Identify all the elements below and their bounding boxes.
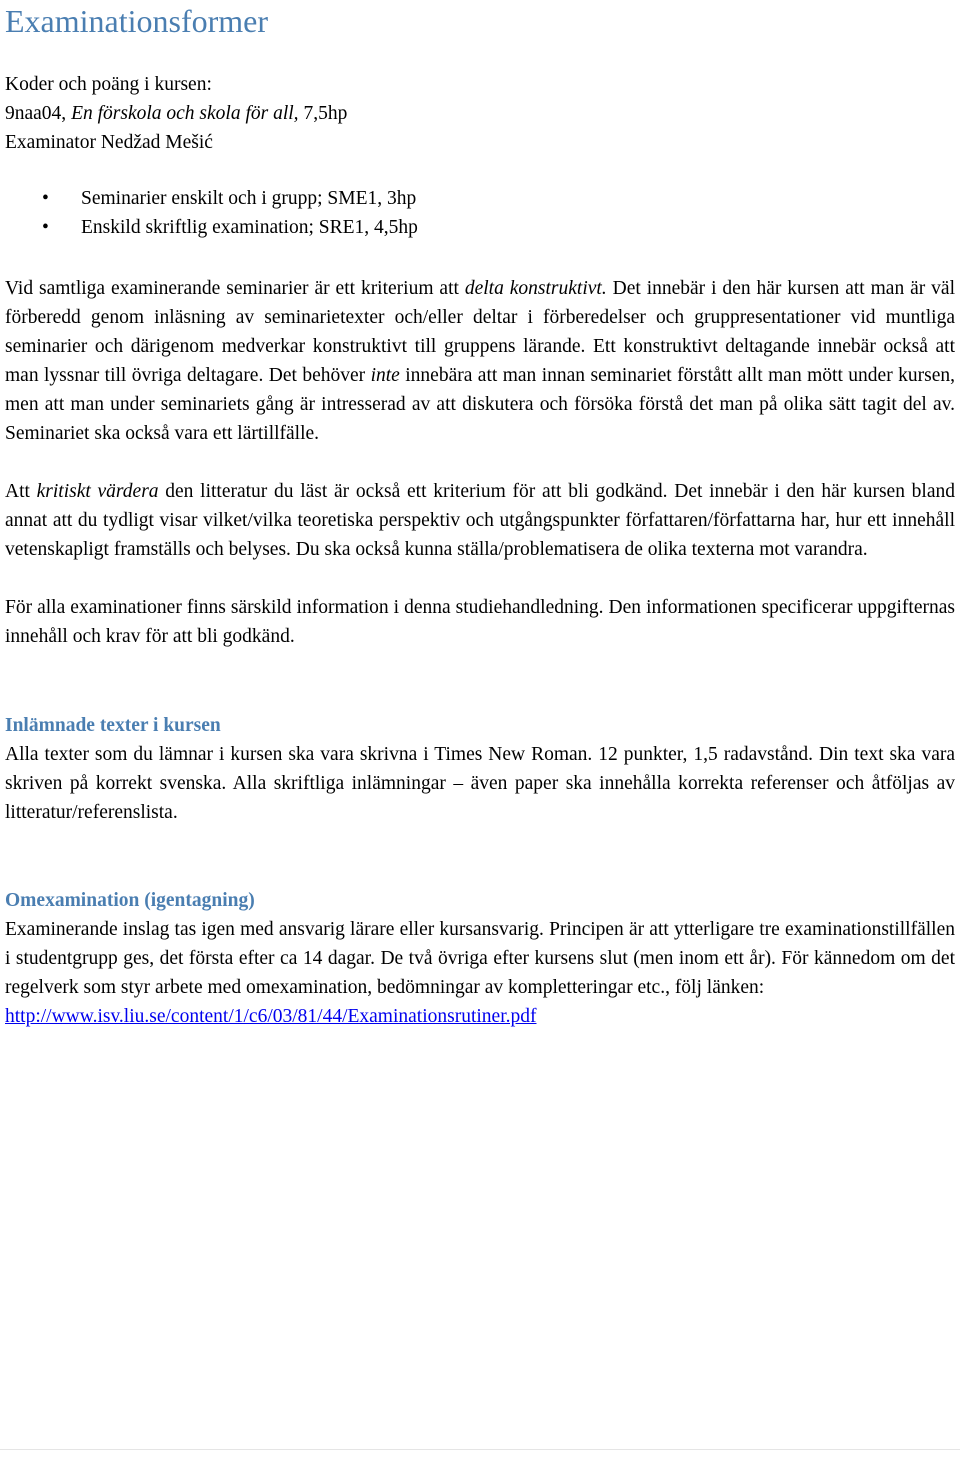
paragraph-text: den litteratur du läst är också ett kriterium för att bli godkänd. Det innebär i den här kursen bland annat att du tydligt visar vilket/vilka teoretiska perspektiv och utgångspunkter författaren/författarna har, hur ett innehåll vetenskapligt framställs och belyses. Du ska också kunna ställa/problematisera de olika texterna mot varandra.: [5, 481, 955, 560]
emphasis-text: kritiskt värdera: [36, 481, 159, 502]
emphasis-text: inte: [370, 365, 400, 386]
paragraph-text: Att: [5, 481, 37, 502]
examination-rules-link[interactable]: http://www.isv.liu.se/content/1/c6/03/81/44/Examinationsrutiner.pdf: [5, 1006, 537, 1027]
course-code-line: [5, 99, 955, 128]
examination-info-paragraph: För alla examinationer finns särskild information i denna studiehandledning. Den informationen specificerar uppgifternas innehåll och krav för att bli godkänd.: [5, 597, 955, 647]
texts-paragraph: Alla texter som du lämnar i kursen ska vara skrivna i Times New Roman. 12 punkter, 1,5 radavstånd. Din text ska vara skriven på korrekt svenska. Alla skriftliga inlämningar – även paper ska innehålla korrekta referenser och åtföljas av litteratur/referenslista.: [5, 744, 955, 823]
course-name: En förskola och skola för all,: [71, 103, 299, 124]
list-item: [5, 213, 955, 242]
emphasis-text: delta konstruktivt.: [464, 278, 607, 299]
page-divider: [0, 1449, 960, 1450]
section-heading-texts: Inlämnade texter i kursen: [5, 715, 221, 736]
examiner: Examinator Nedžad Mešić: [5, 132, 213, 153]
module-label: Enskild skriftlig examination; SRE1, 4,5hp: [81, 217, 418, 238]
course-info-heading: Koder och poäng i kursen:: [5, 74, 212, 95]
page-title: Examinationsformer: [5, 3, 269, 39]
list-item: [5, 184, 955, 213]
paragraph-text: Vid samtliga examinerande seminarier är ett kriterium att: [5, 278, 465, 299]
course-info: [5, 70, 955, 157]
document-body: [5, 0, 955, 1031]
bullet-icon: •: [42, 217, 49, 238]
paragraph-text: Examinerande inslag tas igen med ansvarig lärare eller kursansvarig. Principen är att ytterligare tre examinationstillfällen i studentgrupp ges, det första efter ca 14 dagar. De två övriga efter kursens slut (men inom ett år). För kännedom om det regelverk som styr arbete med omexamination, bedömningar av kompletteringar etc., följ länken:: [5, 919, 955, 998]
module-list: [5, 184, 955, 242]
module-label: Seminarier enskilt och i grupp; SME1, 3hp: [81, 188, 417, 209]
bullet-icon: •: [42, 188, 49, 209]
course-credits: 7,5hp: [298, 103, 348, 124]
critical-evaluation-paragraph: [5, 477, 955, 564]
section-heading-reexamination: Omexamination (igentagning): [5, 890, 255, 911]
course-code: 9naa04,: [5, 103, 72, 124]
reexamination-paragraph: [5, 915, 955, 1031]
paragraph-text: innebära att man innan seminariet förstått allt man mött under kursen, men att man under seminariets gång är intresserad av att diskutera och försöka förstå det man på olika sätt tagit del av. Seminariet ska också vara ett lärtillfälle.: [5, 365, 955, 444]
paragraph-text: Det innebär i den här kursen att man är väl förberedd genom inläsning av seminarietexter och/eller deltar i förberedelser och gruppresentationer vid muntliga seminarier och därigenom medverkar konstruktivt till gruppens lärande. Ett konstruktivt deltagande innebär också att man lyssnar till övriga deltagare. Det behöver: [5, 278, 956, 386]
seminar-criteria-paragraph: [5, 274, 955, 448]
